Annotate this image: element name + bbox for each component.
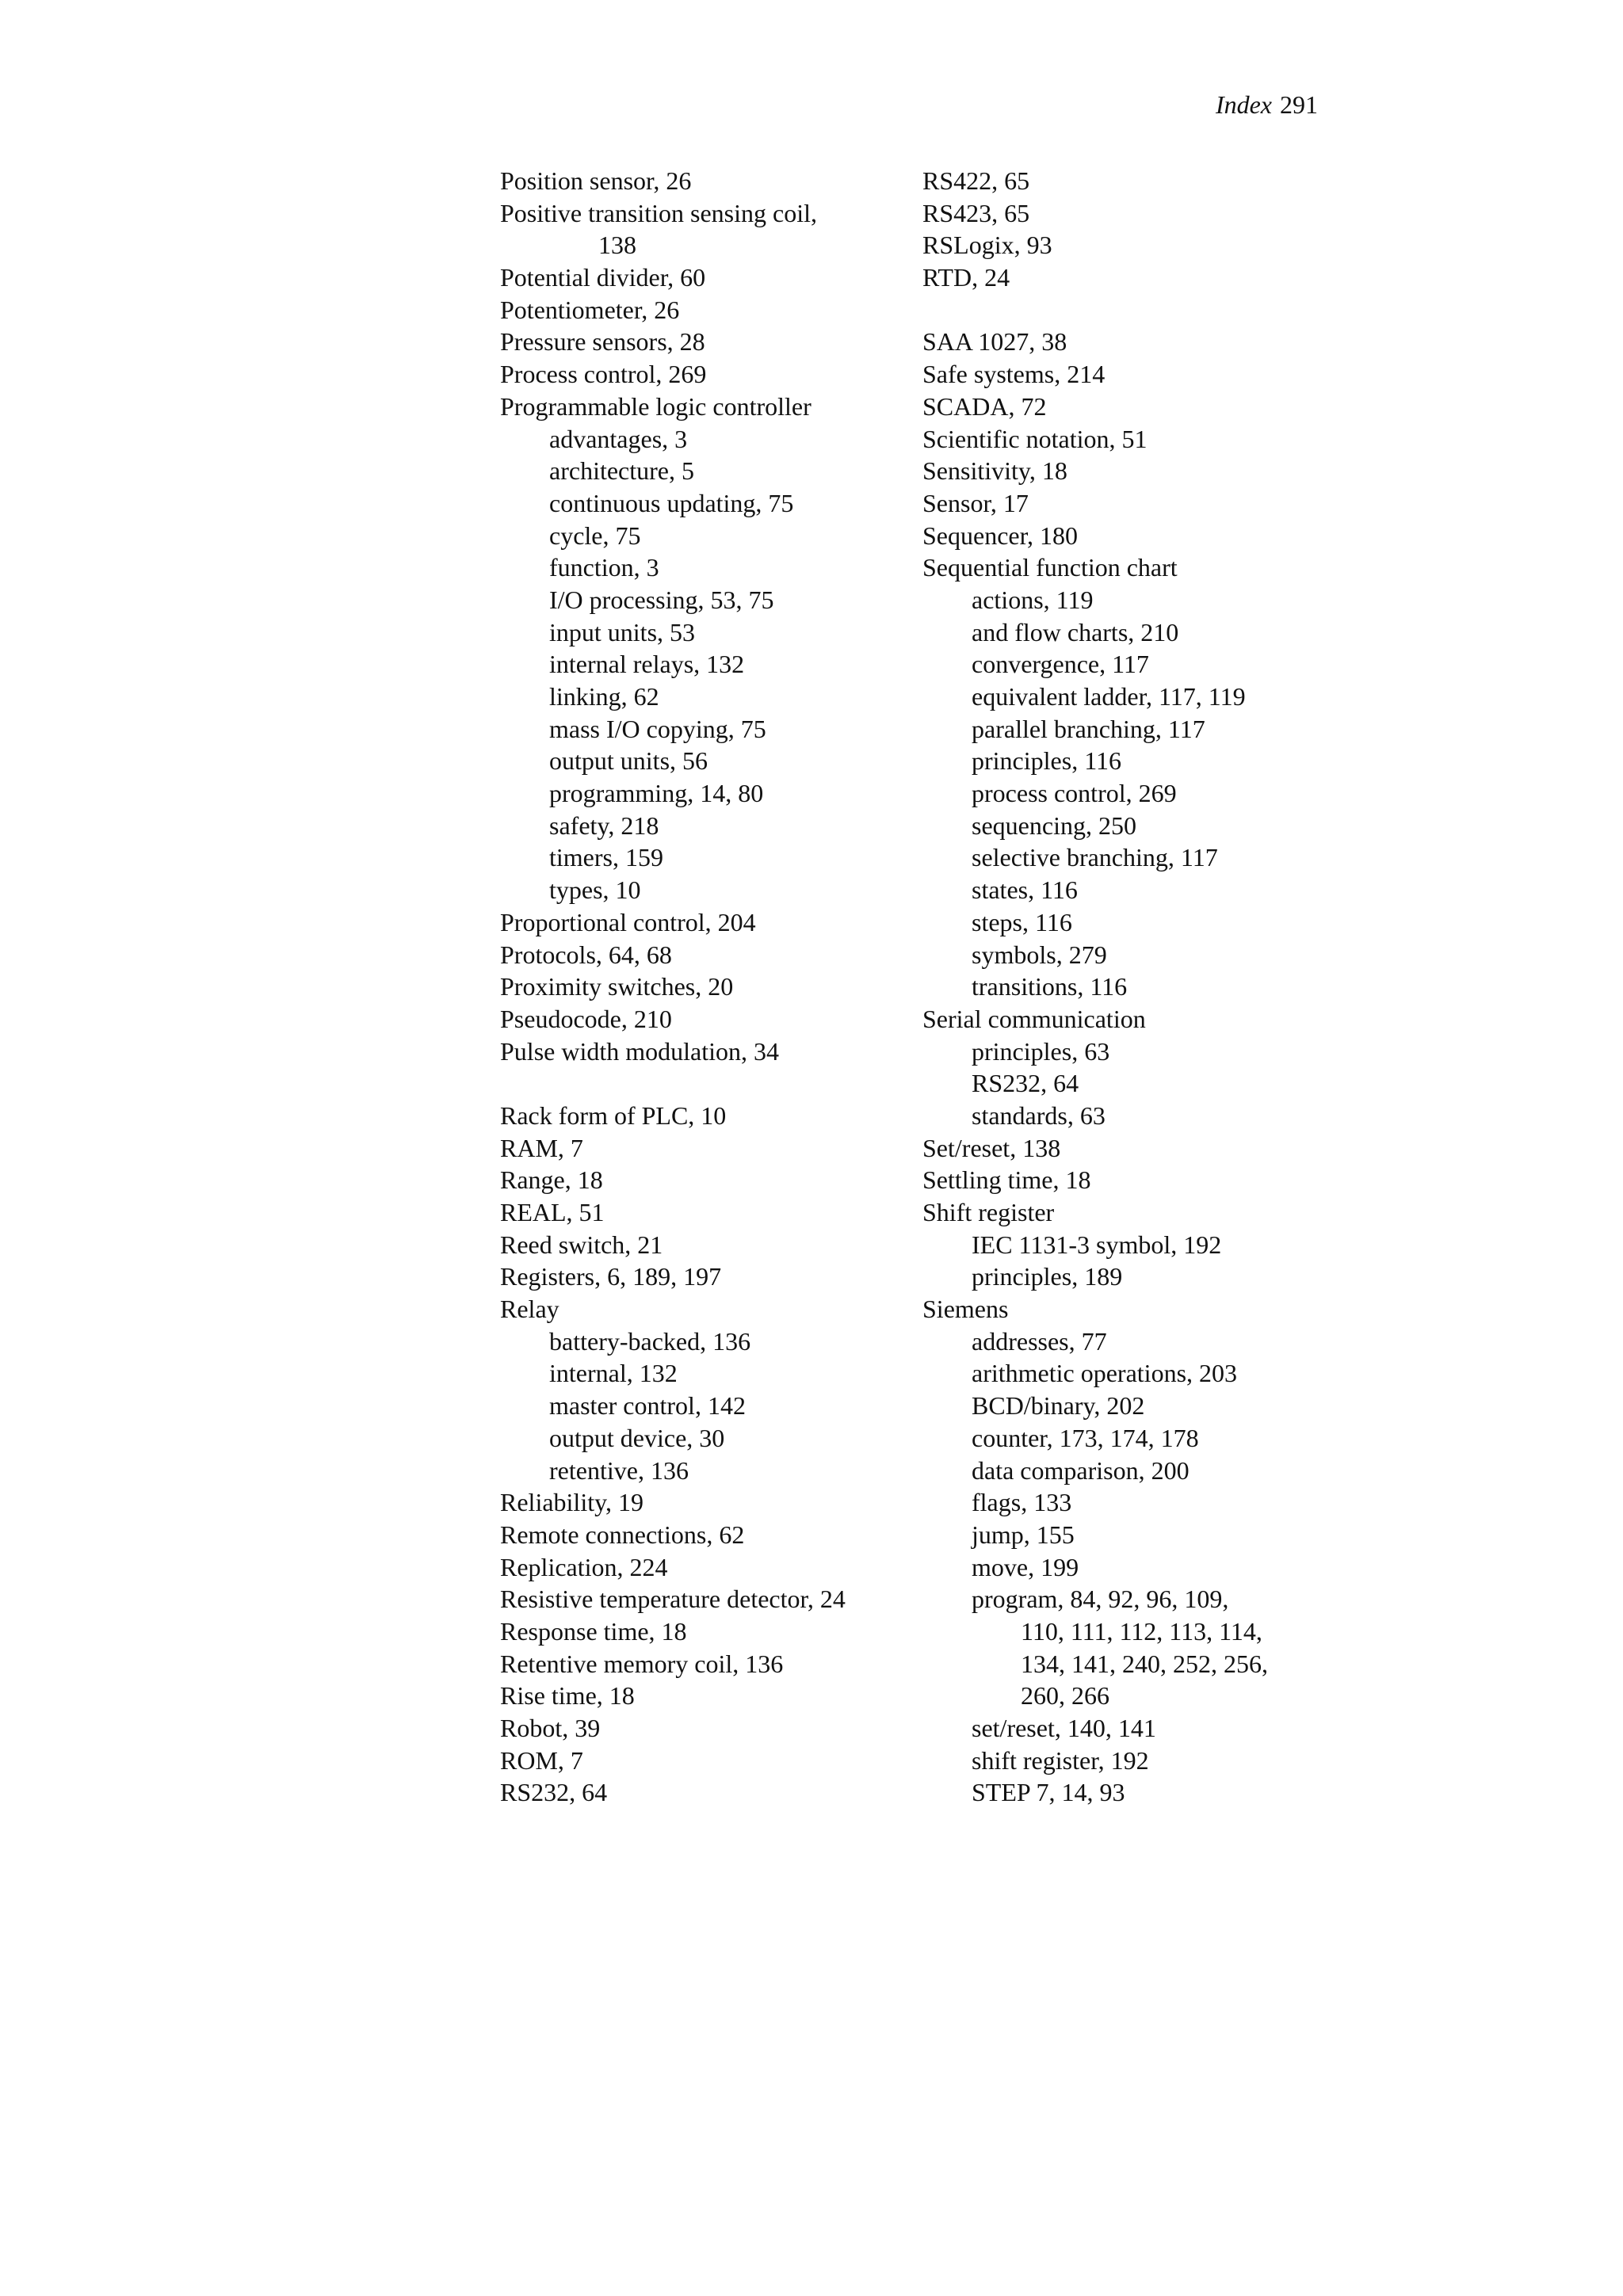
index-subentry: set/reset, 140, 141 [972, 1714, 1156, 1742]
index-entry: Pseudocode, 210 [500, 1004, 672, 1033]
index-entry: Robot, 39 [500, 1714, 601, 1742]
index-entry: Reliability, 19 [500, 1488, 644, 1517]
index-entry-continuation: 260, 266 [1021, 1681, 1109, 1711]
index-entry: Positive transition sensing coil, [500, 198, 817, 227]
index-entry: SCADA, 72 [922, 391, 1047, 421]
index-entry: Siemens [922, 1295, 1009, 1324]
index-entry: Sensitivity, 18 [922, 456, 1067, 486]
index-entry: SAA 1027, 38 [922, 327, 1067, 357]
index-entry: Sequential function chart [922, 553, 1178, 582]
page-number: 291 [1280, 90, 1318, 119]
index-column-right [922, 165, 1366, 1809]
index-entry: Relay [500, 1295, 559, 1324]
index-subentry: types, 10 [549, 875, 641, 905]
index-subentry: states, 116 [972, 875, 1078, 905]
index-entry: REAL, 51 [500, 1198, 605, 1226]
index-subentry: sequencing, 250 [972, 810, 1136, 840]
index-subentry: shift register, 192 [972, 1745, 1149, 1775]
index-entry: Remote connections, 62 [500, 1520, 745, 1549]
index-subentry: input units, 53 [549, 617, 696, 646]
index-subentry: transitions, 116 [972, 972, 1128, 1001]
index-column-left [500, 165, 912, 1809]
index-entry: Sensor, 17 [922, 488, 1029, 517]
index-subentry: linking, 62 [549, 682, 659, 711]
index-entry: Range, 18 [500, 1165, 603, 1195]
index-subentry: safety, 218 [549, 810, 659, 840]
index-subentry: retentive, 136 [549, 1455, 689, 1485]
index-subentry: advantages, 3 [549, 424, 688, 453]
index-entry: Sequencer, 180 [922, 521, 1078, 550]
index-subentry: timers, 159 [549, 843, 663, 872]
index-entry: Process control, 269 [500, 360, 707, 389]
index-subentry: counter, 173, 174, 178 [972, 1423, 1199, 1452]
section-gap [922, 294, 1366, 326]
index-entry: Proportional control, 204 [500, 907, 756, 936]
index-list-right [922, 165, 1366, 1809]
index-entry: RSLogix, 93 [922, 231, 1052, 260]
index-subentry: programming, 14, 80 [549, 779, 764, 808]
index-entry: Scientific notation, 51 [922, 424, 1148, 453]
index-entry-continuation: 134, 141, 240, 252, 256, [1021, 1649, 1268, 1678]
index-subentry: cycle, 75 [549, 521, 641, 550]
index-subentry: steps, 116 [972, 907, 1072, 936]
index-entry: Serial communication [922, 1004, 1146, 1033]
index-entry: ROM, 7 [500, 1745, 583, 1775]
index-subentry: move, 199 [972, 1552, 1079, 1581]
index-entry: Reed switch, 21 [500, 1230, 663, 1259]
index-subentry: arithmetic operations, 203 [972, 1359, 1238, 1388]
index-subentry: battery-backed, 136 [549, 1326, 751, 1356]
index-subentry: parallel branching, 117 [972, 714, 1205, 743]
index-entry: RAM, 7 [500, 1133, 583, 1162]
page-header [1216, 86, 1318, 124]
index-subentry: equivalent ladder, 117, 119 [972, 682, 1246, 711]
index-entry: Pressure sensors, 28 [500, 327, 705, 357]
index-entry: Shift register [922, 1198, 1055, 1226]
index-entry: Response time, 18 [500, 1616, 687, 1646]
index-entry: RTD, 24 [922, 263, 1010, 292]
index-entry: Retentive memory coil, 136 [500, 1649, 784, 1678]
index-subentry: continuous updating, 75 [549, 488, 794, 517]
index-entry: Safe systems, 214 [922, 360, 1106, 389]
index-subentry: architecture, 5 [549, 456, 694, 486]
index-subentry: output units, 56 [549, 746, 708, 776]
index-entry: RS232, 64 [500, 1778, 608, 1807]
index-subentry: convergence, 117 [972, 650, 1149, 679]
index-subentry: symbols, 279 [972, 940, 1107, 969]
index-entry: Rack form of PLC, 10 [500, 1100, 727, 1130]
index-entry: Settling time, 18 [922, 1165, 1091, 1195]
index-entry: Potential divider, 60 [500, 263, 706, 292]
index-subentry: jump, 155 [972, 1520, 1075, 1549]
index-subentry: process control, 269 [972, 779, 1177, 808]
index-subentry: mass I/O copying, 75 [549, 714, 766, 743]
index-entry: Registers, 6, 189, 197 [500, 1262, 722, 1291]
index-subentry: RS232, 64 [972, 1069, 1079, 1098]
section-gap [500, 1067, 912, 1100]
index-entry-continuation: 110, 111, 112, 113, 114, [1021, 1616, 1262, 1646]
index-subentry: principles, 116 [972, 746, 1121, 776]
index-subentry: BCD/binary, 202 [972, 1391, 1145, 1421]
index-entry: Protocols, 64, 68 [500, 940, 672, 969]
index-subentry: internal relays, 132 [549, 650, 745, 679]
index-subentry: data comparison, 200 [972, 1455, 1190, 1485]
index-subentry: internal, 132 [549, 1359, 678, 1388]
index-subentry: selective branching, 117 [972, 843, 1218, 872]
index-entry: Proximity switches, 20 [500, 972, 734, 1001]
index-entry: Rise time, 18 [500, 1681, 635, 1711]
index-entry: Position sensor, 26 [500, 166, 692, 195]
index-entry: Pulse width modulation, 34 [500, 1036, 779, 1066]
index-entry: Resistive temperature detector, 24 [500, 1585, 846, 1614]
index-subentry: flags, 133 [972, 1488, 1072, 1517]
index-subentry: principles, 189 [972, 1262, 1123, 1291]
running-title: Index [1215, 90, 1272, 119]
index-entry: Set/reset, 138 [922, 1133, 1061, 1162]
index-subentry: standards, 63 [972, 1100, 1106, 1130]
index-entry: Programmable logic controller [500, 391, 812, 421]
index-subentry: I/O processing, 53, 75 [549, 585, 774, 614]
index-subentry: addresses, 77 [972, 1326, 1107, 1356]
index-subentry: function, 3 [549, 553, 659, 582]
index-subentry: STEP 7, 14, 93 [972, 1778, 1125, 1807]
index-entry-continuation: 138 [598, 231, 636, 260]
index-list-left [500, 165, 912, 1809]
index-subentry: output device, 30 [549, 1423, 725, 1452]
index-entry: RS423, 65 [922, 198, 1030, 227]
index-entry: Potentiometer, 26 [500, 295, 680, 324]
index-subentry: and flow charts, 210 [972, 617, 1179, 646]
index-subentry: IEC 1131-3 symbol, 192 [972, 1230, 1222, 1259]
index-entry: Replication, 224 [500, 1552, 668, 1581]
index-subentry: principles, 63 [972, 1036, 1110, 1066]
index-subentry: program, 84, 92, 96, 109, [972, 1585, 1229, 1614]
index-subentry: actions, 119 [972, 585, 1094, 614]
index-entry: RS422, 65 [922, 166, 1030, 195]
index-subentry: master control, 142 [549, 1391, 746, 1421]
